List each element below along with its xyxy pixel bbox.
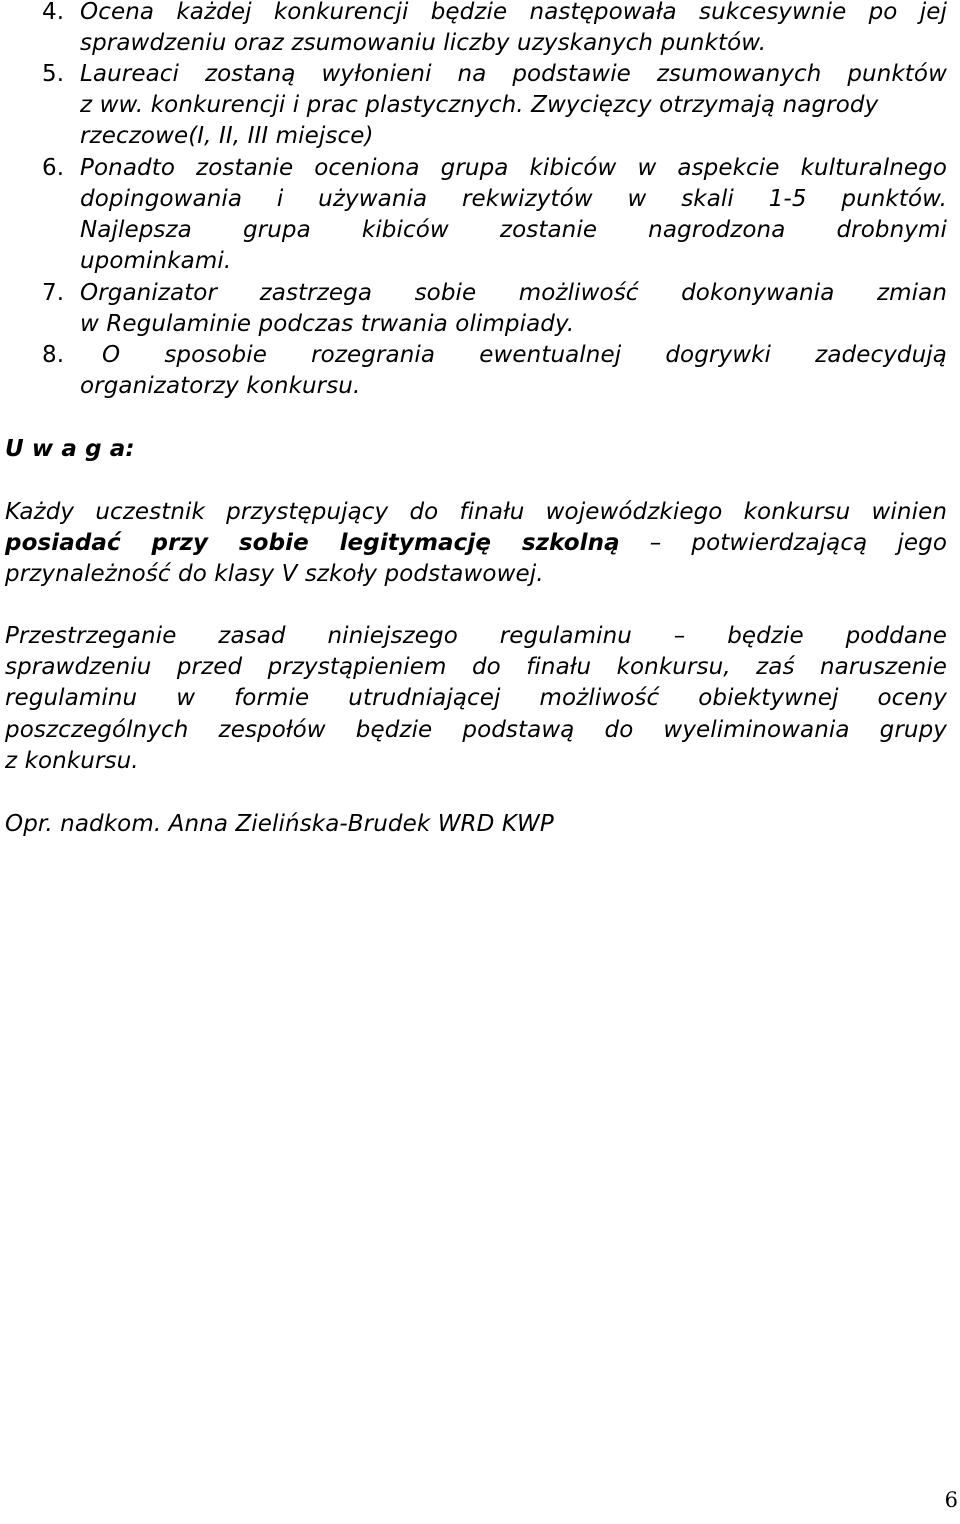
list-item-6-line-3: Najlepsza grupa kibiców zostanie nagrodzona drobnymi: [80, 217, 947, 243]
notice-paragraph-1-line-2: posiadać przy sobie legitymację szkolną – potwierdzającą jego: [5, 530, 947, 556]
list-item-7-line-2: w Regulaminie podczas trwania olimpiady.: [80, 311, 575, 337]
list-item-8-line-2: organizatorzy konkursu.: [80, 373, 361, 399]
notice-paragraph-2-line-4: poszczególnych zespołów będzie podstawą do wyeliminowania grupy: [5, 717, 947, 743]
list-item-5-line-2: z ww. konkurencji i prac plastycznych. Zwycięzcy otrzymają nagrody: [80, 92, 879, 118]
list-number-7: 7.: [42, 280, 65, 306]
list-item-4-line-2: sprawdzeniu oraz zsumowaniu liczby uzyskanych punktów.: [80, 30, 767, 56]
page-number: 6: [944, 1488, 958, 1512]
list-item-8-line-1: 8. O sposobie rozegrania ewentualnej dogrywki zadecydują: [42, 340, 947, 371]
list-item-4-line-1: 4. Ocena każdej konkurencji będzie następowała sukcesywnie po jej: [42, 0, 947, 28]
author-signature: Opr. nadkom. Anna Zielińska-Brudek WRD KWP: [5, 811, 554, 837]
list-number-4: 4.: [42, 0, 65, 25]
list-number-5: 5.: [42, 61, 65, 87]
list-item-5-line-3: rzeczowe(I, II, III miejsce): [80, 123, 374, 149]
notice-paragraph-1-line-3: przynależność do klasy V szkoły podstawowej.: [5, 561, 544, 587]
notice-paragraph-1-line-1: Każdy uczestnik przystępujący do finału wojewódzkiego konkursu winien: [5, 499, 947, 525]
notice-paragraph-2-line-3: regulaminu w formie utrudniającej możliwość obiektywnej oceny: [5, 685, 947, 711]
notice-paragraph-2-line-5: z konkursu.: [5, 748, 139, 774]
list-item-7-line-1: 7. Organizator zastrzega sobie możliwość dokonywania zmian: [42, 278, 947, 309]
list-item-6-line-2: dopingowania i używania rekwizytów w skali 1-5 punktów.: [80, 186, 947, 212]
list-number-8: 8.: [42, 342, 65, 368]
list-item-5-line-1: 5. Laureaci zostaną wyłonieni na podstawie zsumowanych punktów: [42, 59, 947, 90]
notice-paragraph-2-line-1: Przestrzeganie zasad niniejszego regulaminu – będzie poddane: [5, 623, 947, 649]
notice-heading: U w a g a:: [5, 436, 135, 462]
notice-paragraph-2-line-2: sprawdzeniu przed przystąpieniem do finału konkursu, zaś naruszenie: [5, 654, 947, 680]
list-number-6: 6.: [42, 155, 65, 181]
list-item-6-line-1: 6. Ponadto zostanie oceniona grupa kibiców w aspekcie kulturalnego: [42, 153, 947, 184]
school-id-requirement: posiadać przy sobie legitymację szkolną: [5, 530, 620, 556]
list-item-6-line-4: upominkami.: [80, 248, 232, 274]
